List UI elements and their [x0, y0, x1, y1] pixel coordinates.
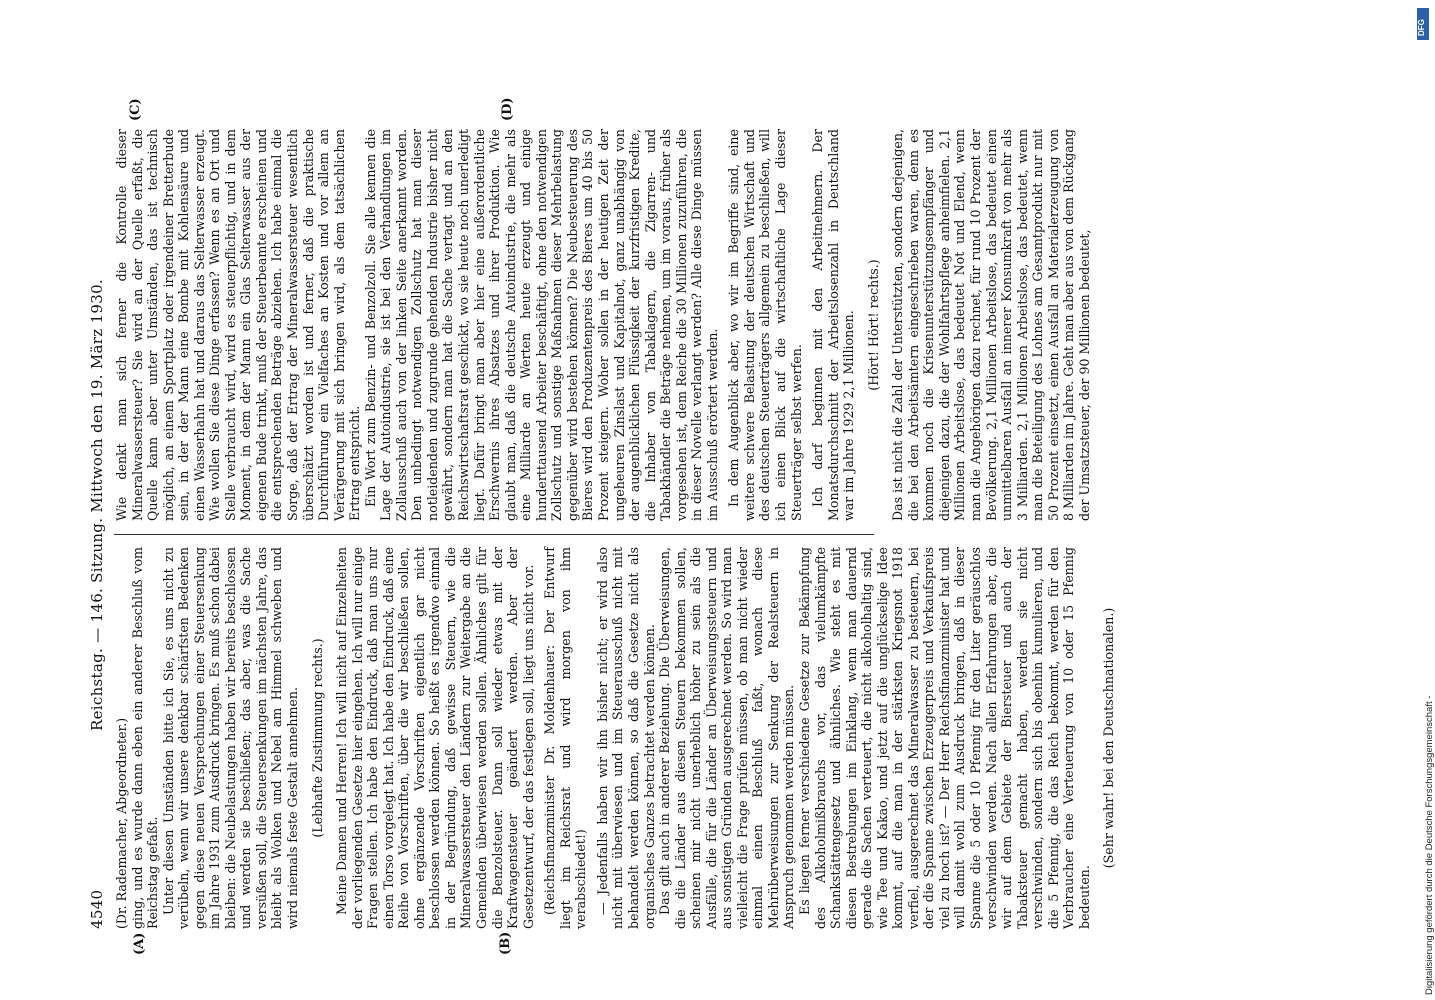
paragraph: Ich darf beginnen mit den Arbeitnehmern. Der Monatsdurchschnitt der Arbeitslosenzahl in Deutschland war im Jahre 1929 2,1 Millionen. [810, 129, 857, 521]
rotated-page [80, 75, 1340, 955]
speaker-attribution: (Dr. Rademacher, Abgeordneter.) [114, 717, 129, 929]
paragraph: In dem Augenblick aber, wo wir im Begriffe sind, eine weitere schwere Belastung der deutschen Wirtschaft und des deutschen Steuerträgers allgemein zu beschließen, will ich einen Blick auf die wirtschaftliche Lage dieser Steuerträger selbst werfen. [726, 129, 804, 521]
paragraph: Das gilt auch in anderer Beziehung. Die Überweisungen, die die Länder aus diesen Steuern bekommen sollen, scheinen mir nicht unerheblich höher zu sein als die Ausfälle, die für die Länder an Überweisungssteuern und aus sonstigen Gründen ausgerechnet werden. So wird man vielleicht die Frage prüfen müssen, ob man nicht wieder einmal einen Beschluß faßt, wonach diese Mehrüberweisungen zur Senkung der Realsteuern in Anspruch genommen werden müssen. [657, 547, 797, 929]
page-number: 4540 [88, 889, 106, 929]
margin-marker-b: (B) [498, 931, 513, 955]
interjection: (Sehr wahr! bei den Deutschnationalen.) [1101, 607, 1117, 869]
paragraph: Ein Wort zum Benzin- und Benzolzoll. Sie alle kennen die Lage der Autoindustrie, sie ist bei den Verhandlungen im Zollausschuß auch von der linken Seite anerkannt worden. Den unbedingt notwendigen Zollschutz hat man dieser notleidenden und zugrunde gehenden Industrie bisher nicht gewährt, sondern man hat die Sache vertagt und an den Reichswirtschaftsrat geschickt, wo sie heute noch unerledigt liegt. Dafür bringt man aber hier eine außerordentliche Erschwernis ihres Absatzes und ihrer Produktion. Wie glaubt man, daß die deutsche Autoindustrie, die mehr als eine Milliarde an Werten heute erzeugt und einige hunderttausend Arbeiter beschäftigt, ohne den notwendigen Zollschutz und sonstige Maßnahmen dieser Mehrbelastung gegenüber wird bestehen können? Die Neubesteuerung des Bieres wird den Produzentenpreis des Bieres um 40 bis 50 Prozent steigern. Woher sollen in der heutigen Zeit der ungeheuren Zinslast und Kapitalnot, ganz unabhängig von der augenblicklichen Flüssigkeit der kurzfristigen Kredite, die Inhaber von Tabaklagern, die Zigarren- und Tabakhändler die Beträge nehmen, um im voraus, früher als vorgesehen ist, dem Reiche die 30 Millionen zuzuführen, die in dieser Novelle verlangt werden? Alle diese Dinge müssen im Ausschuß erörtert werden. [362, 129, 720, 521]
paragraph: ging, und es wurde dann eben ein anderer Beschluß vom Reichstag gefaßt. [129, 547, 161, 929]
running-head: Reichstag. — 146. Sitzung. Mittwoch den 19. März 1930. [88, 279, 106, 731]
margin-marker-d: (D) [500, 97, 515, 121]
paragraph: Meine Damen und Herren! Ich will nicht auf Einzelheiten der vorliegenden Gesetze hier eingehen. Ich will nur einige Fragen stellen. Ich habe den Eindruck, daß man uns nur einen Torso vorgelegt hat. Ich habe den Eindruck, daß eine Reihe von Vorschriften, über die wir beschließen sollen, ohne ergänzende Vorschriften eigentlich gar nicht beschlossen werden können. So heißt es irgendwo einmal in der Begründung, daß gewisse Steuern, wie die Mineralwassersteuer den Ländern zur Weitergabe an die Gemeinden überwiesen werden sollen. Ähnliches gilt für die Benzolsteuer. Dann soll wieder etwas mit der Kraftwagensteuer geändert werden. Aber der Gesetzentwurf, der das festlegen soll, liegt uns nicht vor. [334, 547, 536, 929]
paragraph: Unter diesen Umständen bitte ich Sie, es uns nicht zu verübeln, wenn wir unsere denkbar schärfsten Bedenken gegen diese neuen Versprechungen einer Steuersenkung im Jahre 1931 zum Ausdruck bringen. Es muß schon dabei bleiben: die Neubelastungen haben wir bereits beschlossen und werden sie beschließen; das aber, was die Sache versüßen soll, die Steuersenkungen im nächsten Jahre, das bleibt als Wolken und Nebel am Himmel schweben und wird niemals feste Gestalt annehmen. [160, 547, 301, 929]
interjection: (Lebhafte Zustimmung rechts.) [309, 638, 325, 838]
dfg-logo [1417, 8, 1429, 40]
interjection: (Hört! Hört! rechts.) [865, 259, 881, 391]
paragraph: — Jedenfalls haben wir ihn bisher nicht; er wird also nicht mit überwiesen und im Steuerausschuß nicht mit behandelt werden können, so daß die Gesetze nicht als organisches Ganzes betrachtet werden können. [594, 547, 657, 929]
margin-marker-a: (A) [132, 932, 147, 955]
dfg-logo-text: DFG [1417, 19, 1426, 36]
column-divider [114, 534, 874, 535]
paragraph: Es liegen ferner verschiedene Gesetze zur Bekämpfung des Alkoholmißbrauchs vor, das vielumkämpfte Schankstättengesetz und ähnliches. Wie steht es mit diesen Bestrebungen im Einklang, wenn man dauernd gerade die Sachen verteuert, die nicht alkoholhaltig sind, wie Tee und Kakao, und jetzt auf die unglückselige Idee kommt, auf die man in der stärksten Kriegsnot 1918 verfiel, ausgerechnet das Mineralwasser zu besteuern, bei der die Spanne zwischen Erzeugerpreis und Verkaufspreis viel zu hoch ist? — Der Herr Reichsfinanzminister hat und will damit wohl zum Ausdruck bringen, daß in dieser Spanne die 5 oder 10 Pfennig für den Liter geräuschlos verschwinden werden. Nach allen Erfahrungen aber, die wir auf dem Gebiete der Biersteuer und auch der Tabaksteuer gemacht haben, werden sie nicht verschwinden, sondern sich bis obenhin kumulieren, und die 5 Pfennig, die das Reich bekommt, werden für den Verbraucher eine Verteuerung von 10 oder 15 Pfennig bedeuten. [796, 547, 1092, 929]
funding-notice: Digitalisierung gefördert durch die Deutsche Forschungsgemeinschaft - [1424, 695, 1435, 995]
page-header [80, 75, 114, 935]
paragraph: Wie denkt man sich ferner die Kontrolle dieser Mineralwassersteuer? Sie wird an der Quelle erfaßt, die Quelle kann aber unter Umständen, das ist technisch möglich, an einem Sportplatz oder irgendeiner Bretterbude sein, in der der Mann eine Bombe mit Kohlensäure und einen Wasserhahn hat und daraus das Selterwasser erzeugt. Wie wollen Sie diese Dinge erfassen? Wenn es an Ort und Stelle verbraucht wird, wird es steuerpflichtig, und in dem Moment, in dem der Mann ein Glas Selterwasser aus der eigenen Bude trinkt, muß der Steuerbeamte erscheinen und die entsprechenden Beträge abziehen. Ich habe einmal die Sorge, daß der Ertrag der Mineralwassersteuer wesentlich überschätzt worden ist und ferner, daß die praktische Durchführung ein Vielfaches an Kosten und vor allem an Verärgerung mit sich bringen wird, als dem tatsächlichen Ertrag entspricht. [114, 129, 363, 521]
paragraph: Das ist nicht die Zahl der Unterstützten, sondern derjenigen, die bei den Arbeitsämtern eingeschrieben waren, denn es kommen noch die Krisenunterstützungsempfänger und diejenigen dazu, die der Wohlfahrtspflege anheimfielen. 2,1 Millionen Arbeitslose, das bedeutet Not und Elend, wenn man die Angehörigen dazu rechnet, für rund 10 Prozent der Bevölkerung. 2,1 Millionen Arbeitslose, das bedeutet einen unmittelbaren Ausfall an innerer Konsumkraft von mehr als 3 Milliarden. 2,1 Millionen Arbeitslose, das bedeutet, wenn man die Beteiligung des Lohnes am Gesamtprodukt nur mit 50 Prozent einsetzt, einen Ausfall an Materialerzeugung von 8 Milliarden im Jahre. Geht man aber aus von dem Rückgang der Umsatzsteuer, der 90 Millionen bedeutet, [890, 129, 1092, 521]
interjection: (Reichsfinanzminister Dr. Moldenhauer: Der Entwurf liegt im Reichsrat und wird morgen von ihm verabschiedet!) [542, 547, 589, 929]
margin-marker-c: (C) [128, 98, 143, 121]
right-column [114, 129, 1092, 521]
left-column [114, 547, 1117, 929]
